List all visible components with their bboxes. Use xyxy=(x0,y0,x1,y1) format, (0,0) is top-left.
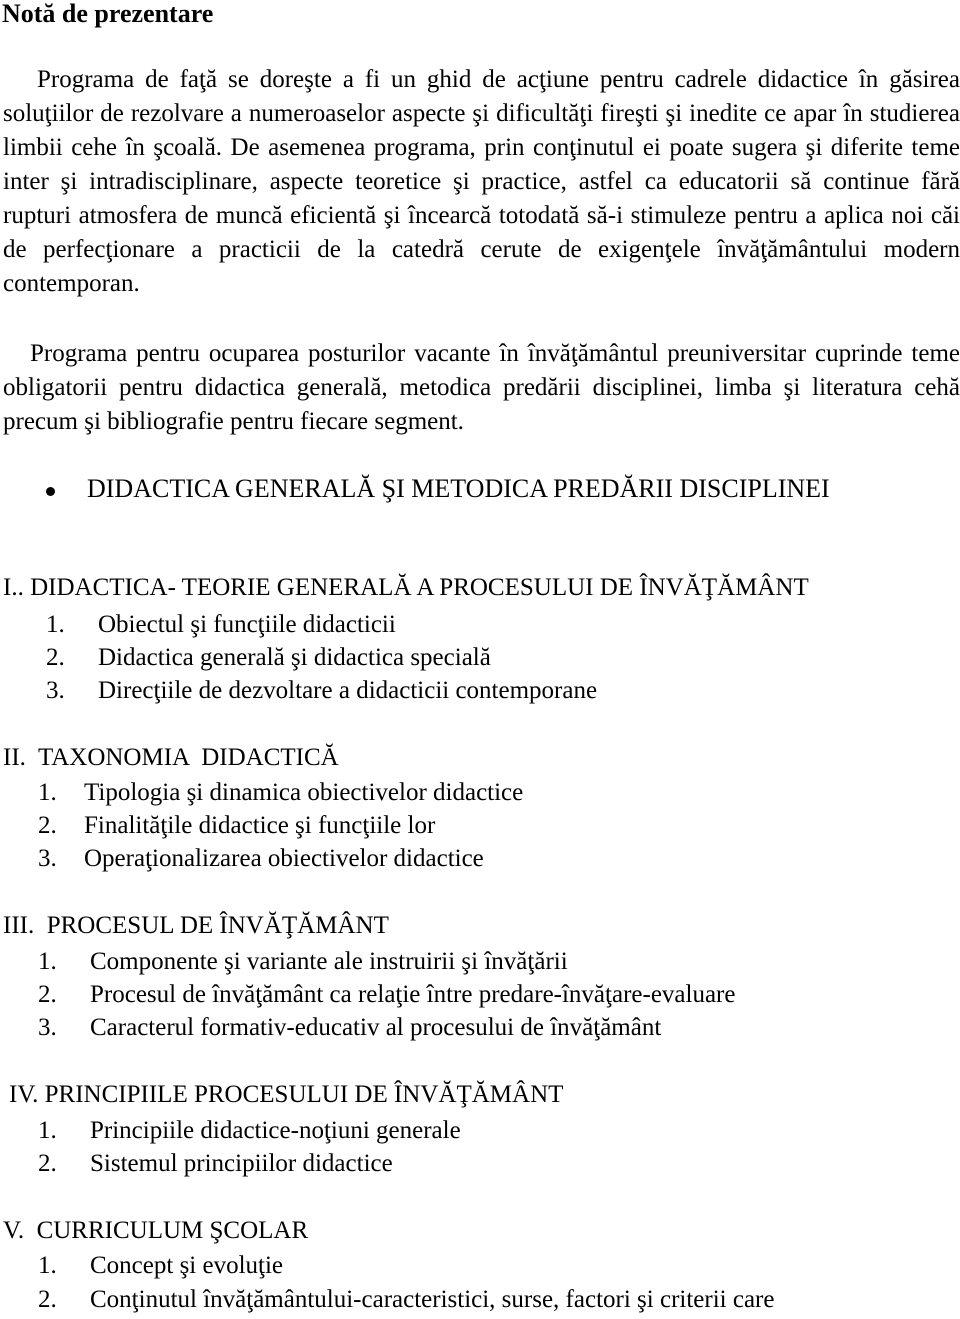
list-item xyxy=(38,1147,393,1180)
item-number: 1. xyxy=(38,779,57,806)
item-text: Principiile didactice-noţiuni generale xyxy=(90,1117,461,1144)
document-title: Notă de prezentare xyxy=(2,0,214,28)
item-text: Componente şi variante ale instruirii şi învăţării xyxy=(90,948,568,975)
list-item xyxy=(38,978,735,1011)
section-heading-5: V. CURRICULUM ŞCOLAR xyxy=(3,1217,309,1244)
list-item xyxy=(38,1114,461,1147)
bullet-dot-icon xyxy=(46,487,55,496)
bullet-heading-text: DIDACTICA GENERALĂ ŞI METODICA PREDĂRII DISCIPLINEI xyxy=(87,474,830,503)
item-number: 1. xyxy=(38,1117,57,1144)
item-number: 2. xyxy=(38,1150,57,1177)
list-item xyxy=(38,842,484,875)
item-text: Sistemul principiilor didactice xyxy=(90,1150,393,1177)
item-number: 1. xyxy=(38,948,57,975)
item-text: Direcţiile de dezvoltare a didacticii contemporane xyxy=(98,677,598,704)
item-text: Tipologia şi dinamica obiectivelor didactice xyxy=(84,779,524,806)
item-text: Operaţionalizarea obiectivelor didactice xyxy=(84,845,484,872)
list-item xyxy=(38,1011,661,1044)
item-text: Didactica generală şi didactica specială xyxy=(98,644,491,671)
program-paragraph: Programa pentru ocuparea posturilor vacante în învăţământul preuniversitar cuprinde teme obligatorii pentru didactica generală, metodica predării disciplinei, limba şi literatura cehă precum şi bibliografie pentru fiecare segment. xyxy=(3,340,960,435)
item-text: Procesul de învăţământ ca relaţie între predare-învăţare-evaluare xyxy=(90,981,736,1008)
item-number: 2. xyxy=(38,981,57,1008)
item-text: Finalităţile didactice şi funcţiile lor xyxy=(84,812,436,839)
list-item xyxy=(38,776,523,809)
item-number: 2. xyxy=(46,644,65,671)
item-number: 2. xyxy=(38,1286,57,1313)
item-number: 3. xyxy=(46,677,65,704)
list-item xyxy=(46,608,396,641)
section-heading-3: III. PROCESUL DE ÎNVĂŢĂMÂNT xyxy=(3,912,389,939)
section-heading-2: II. TAXONOMIA DIDACTICĂ xyxy=(3,744,339,771)
item-number: 3. xyxy=(38,1014,57,1041)
item-number: 2. xyxy=(38,812,57,839)
list-item xyxy=(46,641,491,674)
item-number: 1. xyxy=(46,611,65,638)
list-item xyxy=(38,945,568,978)
item-text: Obiectul şi funcţiile didacticii xyxy=(98,611,396,638)
section-heading-4: IV. PRINCIPIILE PROCESULUI DE ÎNVĂŢĂMÂNT xyxy=(9,1081,564,1108)
list-item xyxy=(38,1249,283,1282)
intro-paragraph: Programa de faţă se doreşte a fi un ghid de acţiune pentru cadrele didactice în găsirea soluţiilor de rezolvare a numeroaselor aspecte şi dificultăţi fireşti şi inedite ce apar în studierea limbii cehe în şcoală. De asemenea programa, prin conţinutul ei poate sugera şi diferite teme inter şi intradisciplinare, aspecte teoretice şi practice, astfel ca educatorii să continue fără rupturi atmosfera de muncă eficientă şi încearcă totodată să-i stimuleze pentru a aplica noi căi de perfecţionare a practicii de la catedră cerute de exigenţele învăţământului modern contemporan. xyxy=(3,66,960,297)
section-heading-1: I.. DIDACTICA- TEORIE GENERALĂ A PROCESULUI DE ÎNVĂŢĂMÂNT xyxy=(3,574,809,601)
list-item xyxy=(38,1283,774,1316)
item-text: Concept şi evoluţie xyxy=(90,1252,284,1279)
item-number: 1. xyxy=(38,1252,57,1279)
item-number: 3. xyxy=(38,845,57,872)
list-item xyxy=(38,809,435,842)
item-text: Conţinutul învăţământului-caracteristici, surse, factori şi criterii care xyxy=(90,1286,775,1313)
item-text: Caracterul formativ-educativ al procesului de învăţământ xyxy=(90,1014,662,1041)
list-item xyxy=(46,674,597,707)
